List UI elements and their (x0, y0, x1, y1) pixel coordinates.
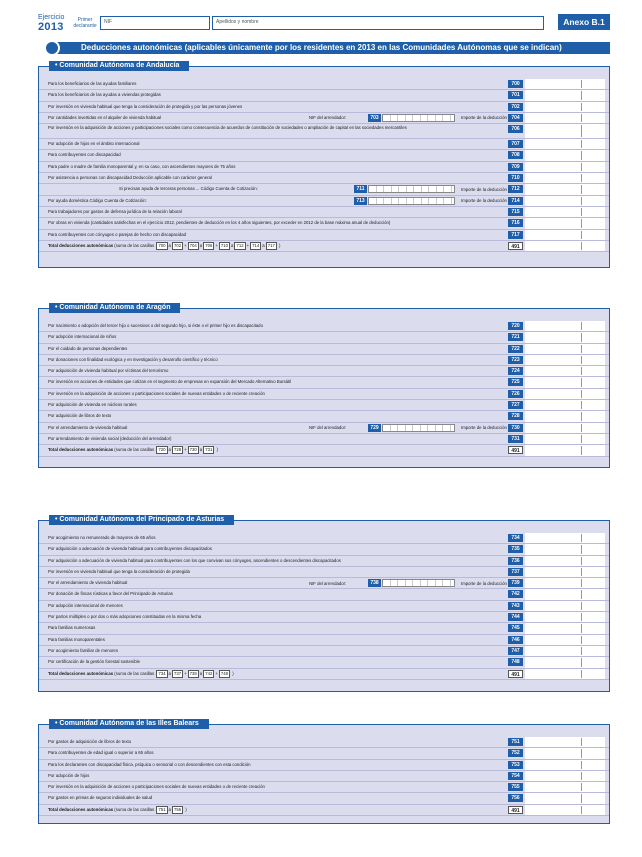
row-label: Por ayuda doméstica Código Cuenta de Cotización: (48, 197, 147, 203)
row-label: Para familias monoparentales (48, 636, 105, 642)
total-amount-input[interactable] (525, 669, 605, 679)
total-row (39, 669, 609, 680)
casilla-code: 721 (508, 333, 523, 341)
casilla-code: 745 (508, 624, 523, 632)
total-label (48, 805, 533, 815)
deduction-row (39, 355, 609, 366)
section-rows (39, 321, 609, 457)
row-label: Por gastos en primas de seguros individuales de salud (48, 795, 153, 801)
amount-input[interactable] (525, 737, 605, 747)
row-label: Por inversión en vivienda habitual que tenga la consideración de protegida (48, 568, 190, 574)
deduction-row (39, 162, 609, 173)
nif-arrendador-label: NIF del arrendador: (309, 115, 347, 121)
deduction-row (39, 218, 609, 229)
deduction-row (39, 411, 609, 422)
casilla-code: 743 (508, 602, 523, 610)
deduction-row (39, 544, 609, 555)
total-row (39, 445, 609, 456)
deduction-row (39, 377, 609, 388)
amount-input[interactable] (525, 612, 605, 622)
row-label: Por partos múltiples o por dos o más adopciones constituidas en la misma fecha (48, 614, 202, 620)
total-formula: (suma de las casillas 751 a 756 ) (114, 806, 187, 812)
amount-input[interactable] (525, 113, 605, 123)
ejercicio-year: 2013 (38, 21, 64, 33)
deduction-row (39, 90, 609, 101)
section-rows (39, 533, 609, 680)
section-rows (39, 79, 609, 252)
section-4 (38, 720, 610, 824)
sum-casilla: 756 (173, 806, 182, 812)
amount-input[interactable] (525, 411, 605, 421)
deduction-row (39, 207, 609, 218)
amount-input[interactable] (525, 366, 605, 376)
amount-input[interactable] (525, 90, 605, 100)
row-label: Por donaciones con finalidad ecológica y en investigación y desarrollo científico y técnico (48, 356, 218, 362)
deduction-row (39, 578, 609, 589)
amount-input[interactable] (525, 544, 605, 554)
nif-arrendador-input[interactable] (382, 114, 455, 122)
deduction-row (39, 748, 609, 759)
sum-casilla: 751 (158, 806, 166, 812)
casilla-code: 716 (508, 219, 523, 227)
deduction-row (39, 737, 609, 748)
row-label: Por acogimiento familiar de menores (48, 647, 118, 653)
deduction-row (39, 423, 609, 434)
deduction-row (39, 344, 609, 355)
casilla-code: 737 (508, 568, 523, 576)
amount-input[interactable] (525, 196, 605, 206)
casilla-code: 720 (508, 322, 523, 330)
section-heading: • Comunidad Autónoma de Andalucía (49, 61, 189, 71)
nif-code-box: 703 (368, 114, 381, 122)
row-label: Por inversión en la adquisición de acciones o participaciones sociales de nuevas entidades o de reciente creación (48, 784, 265, 790)
section-heading: • Comunidad Autónoma de Aragón (49, 303, 180, 313)
deduction-row (39, 366, 609, 377)
deduction-row (39, 793, 609, 804)
row-label: Por adopción internacional de menores (48, 602, 123, 608)
total-formula: (suma de las casillas 700 a 702 + 704 a 706 + 710 a 712 + 714 a 717 ) (114, 242, 281, 248)
amount-input[interactable] (525, 434, 605, 444)
row-label: Para contribuyentes con discapacidad (48, 152, 121, 158)
importe-label: Importe de la deducción (461, 580, 507, 586)
amount-input[interactable] (525, 400, 605, 410)
sum-casilla: 728 (173, 447, 182, 453)
deduction-row (39, 150, 609, 161)
total-casilla-code: 491 (508, 446, 523, 454)
deduction-row (39, 601, 609, 612)
nif-arrendador-input[interactable] (382, 424, 455, 432)
casilla-code: 748 (508, 658, 523, 666)
casilla-code: 717 (508, 231, 523, 239)
casilla-code: 704 (508, 114, 523, 122)
title-bullet-icon (44, 40, 60, 56)
total-label (48, 669, 533, 679)
apellidos-field[interactable] (212, 16, 544, 30)
casilla-code: 746 (508, 636, 523, 644)
casilla-code: 736 (508, 557, 523, 565)
anexo-badge: Anexo B.1 (558, 14, 610, 30)
casilla-code: 728 (508, 412, 523, 420)
row-label: Por adquisición de libros de texto (48, 413, 112, 419)
deduction-row (39, 102, 609, 113)
row-label: Para los beneficiarios de las ayudas familiares (48, 81, 137, 86)
casilla-code: 708 (508, 151, 523, 159)
casilla-code: 747 (508, 647, 523, 655)
amount-input[interactable] (525, 173, 605, 183)
deduction-row (39, 612, 609, 623)
row-label: Por inversión en la adquisición de acciones o participaciones sociales de nuevas entidades o de reciente creación (48, 390, 265, 396)
importe-label: Importe de la deducción (461, 425, 507, 431)
total-title: Total deducciones autonómicas (48, 806, 115, 812)
deduction-row (39, 230, 609, 241)
sum-casilla: 712 (236, 242, 244, 248)
casilla-code: 744 (508, 613, 523, 621)
total-title: Total deducciones autonómicas (48, 447, 115, 453)
amount-input[interactable] (525, 782, 605, 792)
casilla-code: 739 (508, 579, 523, 587)
amount-input[interactable] (525, 162, 605, 172)
primer-declarante-label: Primer declarante (73, 17, 97, 29)
row-label: Para contribuyentes con cónyuges o parejas de hecho con discapacidad (48, 231, 187, 237)
row-label: Para los beneficiarios de las ayudas a viviendas protegidas (48, 92, 161, 98)
total-row (39, 241, 609, 252)
casilla-code: 709 (508, 163, 523, 171)
amount-input[interactable] (525, 79, 605, 89)
section-1 (38, 62, 610, 268)
casilla-code: 731 (508, 435, 523, 443)
sum-casilla: 748 (220, 670, 229, 676)
section-heading: • Comunidad Autónoma de las Illes Balears (49, 719, 209, 729)
total-formula: (suma de las casillas 720 a 728 + 730 a 731 ) (114, 447, 218, 453)
row-label: Por adquisición de vivienda en núcleos rurales (48, 402, 137, 408)
sum-casilla: 734 (158, 670, 166, 676)
casilla-code: 701 (508, 91, 523, 99)
row-label: Por adquisición o adecuación de vivienda habitual para contribuyentes discapacitados (48, 546, 212, 552)
deduction-row (39, 623, 609, 634)
row-label: Por gastos de adquisición de libros de texto (48, 739, 132, 744)
ccc-code-box: 713 (354, 197, 367, 205)
amount-input[interactable] (525, 748, 605, 758)
amount-input[interactable] (525, 332, 605, 342)
section-2 (38, 304, 610, 468)
casilla-code: 725 (508, 378, 523, 386)
casilla-code: 753 (508, 761, 523, 769)
sum-casilla: 720 (158, 447, 166, 453)
deduction-row (39, 173, 609, 184)
amount-input[interactable] (525, 150, 605, 160)
casilla-code: 712 (508, 185, 523, 193)
total-casilla-code: 491 (508, 670, 523, 678)
row-label: Por adopción internacional de niños (48, 334, 117, 340)
amount-input[interactable] (525, 344, 605, 354)
amount-input[interactable] (525, 657, 605, 667)
total-amount-input[interactable] (525, 805, 605, 815)
total-amount-input[interactable] (525, 445, 605, 455)
amount-input[interactable] (525, 601, 605, 611)
sum-casilla: 730 (189, 447, 197, 453)
casilla-code: 723 (508, 356, 523, 364)
row-label: Si precisan ayuda de terceras personas ... Código Cuenta de Cotización: (119, 186, 258, 192)
deduction-row (39, 533, 609, 544)
nif-arrendador-label: NIF del arrendador: (309, 425, 347, 431)
amount-input[interactable] (525, 567, 605, 577)
casilla-code: 714 (508, 197, 523, 205)
row-label: Por adquisición o adecuación de vivienda habitual para contribuyentes con los que convivan sus cónyuges, ascendientes o descendientes discapacitados (48, 557, 341, 563)
row-label: Para familias numerosas (48, 625, 96, 631)
amount-input[interactable] (525, 230, 605, 240)
page-title: Deducciones autonómicas (aplicables únicamente por los residentes en 2013 en las Comunidades Autónomas que se indican) (51, 42, 610, 54)
row-label: Por el arrendamiento de vivienda habitual (48, 424, 128, 430)
row-label: Por inversión en acciones de entidades que cotizan en el segmento de empresas en expansión del Mercado Alternativo Bursátil (48, 379, 292, 385)
sum-casilla: 700 (158, 242, 166, 248)
amount-input[interactable] (525, 646, 605, 656)
nif-field[interactable] (100, 16, 210, 30)
amount-input[interactable] (525, 578, 605, 588)
deduction-row (39, 321, 609, 332)
amount-input[interactable] (525, 623, 605, 633)
deduction-row (39, 556, 609, 567)
sum-casilla: 717 (267, 242, 275, 248)
deduction-row (39, 782, 609, 793)
casilla-code: 710 (508, 174, 523, 182)
total-row (39, 805, 609, 816)
row-label: Para contribuyentes de edad igual o superior a 65 años (48, 750, 154, 756)
casilla-code: 706 (508, 125, 523, 133)
row-label: Por inversión en vivienda habitual que tenga la consideración de protegida y por las personas jóvenes (48, 103, 243, 109)
apellidos-label: Apellidos y nombre (216, 19, 259, 25)
casilla-code: 724 (508, 367, 523, 375)
row-label: Por adopción de hijos (48, 772, 90, 778)
amount-input[interactable] (525, 377, 605, 387)
amount-input[interactable] (525, 423, 605, 433)
row-label: Por obras en vivienda (cantidades satisfechas en el ejercicio 2012, pendientes de deducción en los 4 años siguientes, por exceder en 2012 de la base máxima anual de deducción) (48, 220, 391, 226)
sum-casilla: 742 (205, 670, 213, 676)
casilla-code: 727 (508, 401, 523, 409)
casilla-code: 715 (508, 208, 523, 216)
row-label: Por cantidades invertidas en el alquiler de vivienda habitual (48, 114, 161, 120)
sum-casilla: 731 (205, 447, 213, 453)
total-label (48, 241, 533, 251)
sum-casilla: 739 (189, 670, 197, 676)
casilla-code: 754 (508, 772, 523, 780)
ccc-input[interactable] (368, 185, 455, 193)
amount-input[interactable] (525, 760, 605, 770)
casilla-code: 752 (508, 749, 523, 757)
sum-casilla: 714 (252, 242, 260, 248)
casilla-code: 702 (508, 103, 523, 111)
section-heading: • Comunidad Autónoma del Principado de Asturias (49, 515, 234, 525)
amount-input[interactable] (525, 207, 605, 217)
nif-label: NIF (104, 19, 113, 25)
sum-casilla: 704 (189, 242, 197, 248)
sum-casilla: 710 (220, 242, 229, 248)
amount-input[interactable] (525, 355, 605, 365)
casilla-code: 735 (508, 545, 523, 553)
deduction-row (39, 635, 609, 646)
row-label: Por arrendamiento de vivienda social (deducción del arrendador) (48, 435, 172, 441)
deduction-row (39, 139, 609, 150)
importe-label: Importe de la deducción (461, 198, 507, 204)
total-title: Total deducciones autonómicas (48, 242, 115, 248)
row-label: Para trabajadores por gastos de defensa jurídica de la relación laboral (48, 208, 182, 214)
total-label (48, 445, 533, 455)
casilla-code: 707 (508, 140, 523, 148)
ejercicio-label: Ejercicio (38, 14, 65, 21)
section-3 (38, 516, 610, 692)
row-label: Para padre o madre de familia monoparental y, en su caso, con ascendientes mayores de 75 años (48, 163, 236, 169)
amount-input[interactable] (525, 321, 605, 331)
deduction-row (39, 389, 609, 400)
ccc-input[interactable] (368, 197, 455, 205)
deduction-row (39, 589, 609, 600)
deduction-row (39, 760, 609, 771)
nif-arrendador-label: NIF del arrendador: (309, 580, 347, 586)
amount-input[interactable] (525, 793, 605, 803)
row-label: Para los declarantes con discapacidad física, psíquica o sensorial o con descendientes con esta condición (48, 761, 251, 767)
ccc-code-box: 711 (354, 185, 367, 193)
deduction-row (39, 196, 609, 207)
row-label: Por asistencia a personas con discapacidad Deducción aplicable con carácter general (48, 175, 212, 181)
amount-input[interactable] (525, 139, 605, 149)
deduction-row (39, 646, 609, 657)
total-title: Total deducciones autonómicas (48, 670, 115, 676)
casilla-code: 730 (508, 424, 523, 432)
deduction-row (39, 771, 609, 782)
deduction-row (39, 124, 609, 139)
casilla-code: 756 (508, 794, 523, 802)
total-casilla-code: 491 (508, 242, 523, 250)
section-rows (39, 737, 609, 816)
casilla-code: 734 (508, 534, 523, 542)
casilla-code: 726 (508, 390, 523, 398)
amount-input[interactable] (525, 533, 605, 543)
importe-label: Importe de la deducción (461, 186, 507, 192)
amount-input[interactable] (525, 124, 605, 138)
nif-code-box: 738 (368, 579, 381, 587)
amount-input[interactable] (525, 771, 605, 781)
total-amount-input[interactable] (525, 241, 605, 251)
nif-arrendador-input[interactable] (382, 579, 455, 587)
amount-input[interactable] (525, 589, 605, 599)
form-header (38, 14, 610, 34)
casilla-code: 751 (508, 738, 523, 746)
casilla-code: 700 (508, 80, 523, 88)
row-label: Por adopción de hijos en el ámbito internacional (48, 141, 140, 147)
deduction-row (39, 113, 609, 124)
row-label: Por certificación de la gestión forestal sostenible (48, 659, 140, 665)
deduction-row (39, 184, 609, 195)
deduction-row (39, 567, 609, 578)
row-label: Por el cuidado de personas dependientes (48, 345, 128, 351)
sum-casilla: 706 (205, 242, 213, 248)
amount-input[interactable] (525, 102, 605, 112)
row-label: Por acogimiento no remunerado de mayores de 65 años (48, 535, 156, 540)
casilla-code: 722 (508, 345, 523, 353)
deduction-row (39, 400, 609, 411)
amount-input[interactable] (525, 218, 605, 228)
amount-input[interactable] (525, 184, 605, 194)
row-label: Por el arrendamiento de vivienda habitual (48, 580, 128, 586)
amount-input[interactable] (525, 635, 605, 645)
sum-casilla: 702 (173, 242, 182, 248)
row-label: Por donación de fincas rústicas a favor del Principado de Asturias (48, 591, 173, 597)
casilla-code: 742 (508, 590, 523, 598)
importe-label: Importe de la deducción (461, 115, 507, 121)
amount-input[interactable] (525, 556, 605, 566)
casilla-code: 755 (508, 783, 523, 791)
deduction-row (39, 79, 609, 90)
sum-casilla: 737 (173, 670, 182, 676)
row-label: Por adquisición de vivienda habitual por víctimas del terrorismo (48, 368, 169, 374)
row-label: Por nacimiento o adopción del tercer hijo o sucesivos o del segundo hijo, si éste o el primer hijo es discapacitado (48, 323, 263, 328)
deduction-row (39, 332, 609, 343)
total-casilla-code: 491 (508, 806, 523, 814)
row-label: Por inversión en la adquisición de acciones y participaciones sociales como consecuencia de acuerdos de constitución de sociedades o ampliación de capital en las sociedades mercantiles (48, 125, 407, 131)
nif-code-box: 729 (368, 424, 381, 432)
deduction-row (39, 657, 609, 668)
amount-input[interactable] (525, 389, 605, 399)
deduction-row (39, 434, 609, 445)
total-formula: (suma de las casillas 734 a 737 + 739 a 742 + 748 ) (114, 670, 234, 676)
